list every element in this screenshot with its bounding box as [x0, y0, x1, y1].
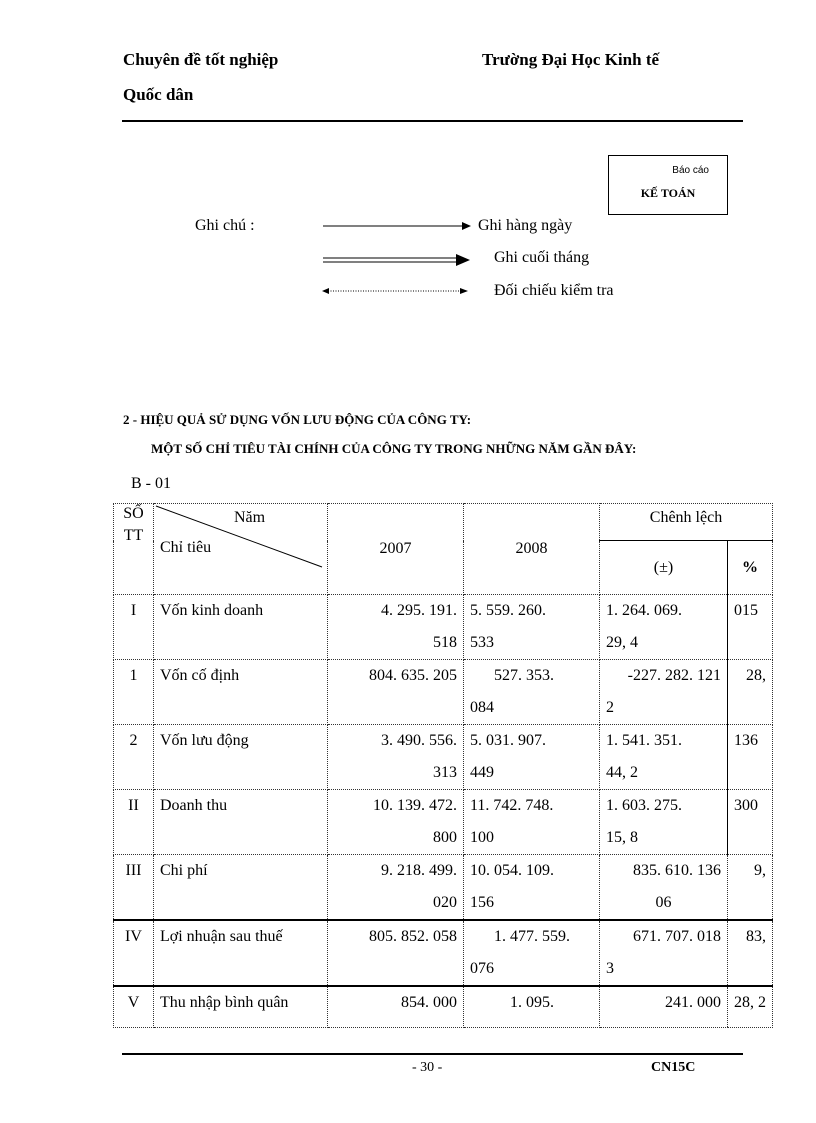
header-chenh-lech: Chênh lệch: [600, 504, 773, 541]
footer-code: CN15C: [651, 1060, 696, 1075]
form-code: B - 01: [131, 475, 171, 492]
header-2008: 2008: [464, 504, 600, 595]
single-arrow-icon: [323, 222, 471, 230]
header-rule: [122, 120, 743, 122]
footer-rule: [122, 1053, 743, 1055]
header-title-left: Chuyên đề tốt nghiệp: [123, 50, 279, 69]
header-title-right: Trường Đại Học Kinh tế: [482, 50, 660, 69]
table-row: V Thu nhập bình quân 854. 000 1. 095. 241. 000 28, 2: [114, 986, 773, 1028]
page-bottom-mask: [0, 1030, 816, 1123]
table-row: III Chi phí 9. 218. 499. 020 10. 054. 109. 156 835. 610. 136 06 9,: [114, 855, 773, 921]
legend-arrows: [320, 218, 480, 308]
legend-item-daily: Ghi hàng ngày: [478, 217, 573, 234]
table-row: IV Lợi nhuận sau thuế 805. 852. 058 1. 477. 559. 076 671. 707. 018 3 83,: [114, 920, 773, 986]
table-row: 2 Vốn lưu động 3. 490. 556. 313 5. 031. 907. 449 1. 541. 351. 44, 2 136: [114, 725, 773, 790]
header-diagonal-cell: [154, 504, 328, 595]
dotted-bidirectional-arrow-icon: [322, 288, 468, 294]
legend-label: Ghi chú :: [195, 217, 255, 234]
table-header-row: [114, 504, 773, 541]
table-row: 1 Vốn cố định 804. 635. 205 527. 353. 084 -227. 282. 121 2 28,: [114, 660, 773, 725]
header-2007: 2007: [328, 504, 464, 595]
header-chi-tieu: Chỉ tiêu: [160, 539, 212, 556]
report-box: [608, 155, 728, 215]
page-number: - 30 -: [412, 1060, 443, 1075]
header-pct: %: [728, 541, 773, 595]
legend-item-monthly: Ghi cuối tháng: [494, 249, 590, 266]
header-nam: Năm: [234, 509, 266, 526]
header-abs: (±): [600, 541, 728, 595]
legend-item-reconcile: Đối chiếu kiểm tra: [494, 282, 614, 299]
header-stt: SỐ TT: [114, 504, 154, 595]
financial-table: [113, 503, 773, 1028]
section-subheading: MỘT SỐ CHỈ TIÊU TÀI CHÍNH CỦA CÔNG TY TRONG NHỮNG NĂM GẦN ĐÂY:: [151, 441, 637, 456]
header-title-left-cont: Quốc dân: [123, 85, 194, 104]
double-arrow-icon: [323, 254, 470, 266]
report-box-small: Báo cáo: [672, 165, 709, 176]
report-box-title: KẾ TOÁN: [640, 186, 696, 200]
section-heading: 2 - HIỆU QUẢ SỬ DỤNG VỐN LƯU ĐỘNG CỦA CÔNG TY:: [123, 412, 472, 427]
table-row: II Doanh thu 10. 139. 472. 800 11. 742. 748. 100 1. 603. 275. 15, 8 300: [114, 790, 773, 855]
table-row: I Vốn kinh doanh 4. 295. 191. 518 5. 559. 260. 533 1. 264. 069. 29, 4 015: [114, 595, 773, 660]
